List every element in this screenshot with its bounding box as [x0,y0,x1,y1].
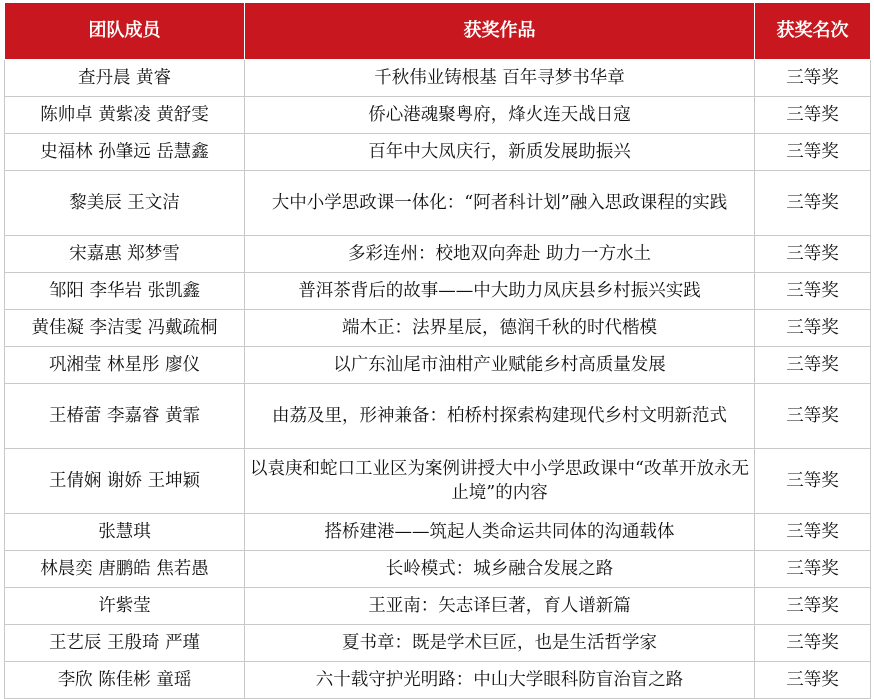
rank-cell: 三等奖 [755,514,871,551]
work-cell: 千秋伟业铸根基 百年寻梦书华章 [245,60,755,97]
rank-cell: 三等奖 [755,310,871,347]
table-row [5,236,871,273]
work-cell: 大中小学思政课一体化：“阿者科计划”融入思政课程的实践 [245,171,755,236]
members-cell: 李欣 陈佳彬 童瑶 [5,662,245,699]
rank-cell: 三等奖 [755,134,871,171]
rank-cell: 三等奖 [755,384,871,449]
work-cell: 百年中大凤庆行，新质发展助振兴 [245,134,755,171]
rank-cell: 三等奖 [755,236,871,273]
rank-cell: 三等奖 [755,662,871,699]
members-cell: 王椿蕾 李嘉睿 黄霏 [5,384,245,449]
members-cell: 巩湘莹 林星彤 廖仪 [5,347,245,384]
rank-cell: 三等奖 [755,273,871,310]
rank-cell: 三等奖 [755,171,871,236]
work-cell: 端木正：法界星辰，德润千秋的时代楷模 [245,310,755,347]
table-row [5,347,871,384]
table-row [5,273,871,310]
table-row [5,171,871,236]
rank-cell: 三等奖 [755,60,871,97]
table-row [5,384,871,449]
table-row [5,625,871,662]
members-cell: 王倩娴 谢娇 王坤颖 [5,449,245,514]
table-row [5,588,871,625]
rank-cell: 三等奖 [755,625,871,662]
work-cell: 以袁庚和蛇口工业区为案例讲授大中小学思政课中“改革开放永无止境”的内容 [245,449,755,514]
work-cell: 王亚南：矢志译巨著，育人谱新篇 [245,588,755,625]
table-row [5,514,871,551]
header-rank: 获奖名次 [755,3,871,60]
table-row [5,134,871,171]
members-cell: 王艺辰 王殷琦 严瑾 [5,625,245,662]
work-cell: 由荔及里，形神兼备：柏桥村探索构建现代乡村文明新范式 [245,384,755,449]
table-row [5,662,871,699]
work-cell: 以广东汕尾市油柑产业赋能乡村高质量发展 [245,347,755,384]
work-cell: 长岭模式：城乡融合发展之路 [245,551,755,588]
members-cell: 黄佳凝 李洁雯 冯戴疏桐 [5,310,245,347]
table-row [5,97,871,134]
work-cell: 夏书章：既是学术巨匠，也是生活哲学家 [245,625,755,662]
header-row [5,3,871,60]
rank-cell: 三等奖 [755,588,871,625]
header-members: 团队成员 [5,3,245,60]
members-cell: 张慧琪 [5,514,245,551]
members-cell: 黎美辰 王文洁 [5,171,245,236]
members-cell: 宋嘉惠 郑梦雪 [5,236,245,273]
members-cell: 许紫莹 [5,588,245,625]
rank-cell: 三等奖 [755,449,871,514]
rank-cell: 三等奖 [755,347,871,384]
members-cell: 邹阳 李华岩 张凯鑫 [5,273,245,310]
members-cell: 史福林 孙肇远 岳慧鑫 [5,134,245,171]
work-cell: 多彩连州：校地双向奔赴 助力一方水土 [245,236,755,273]
work-cell: 侨心港魂聚粤府，烽火连天战日寇 [245,97,755,134]
work-cell: 搭桥建港——筑起人类命运共同体的沟通载体 [245,514,755,551]
rank-cell: 三等奖 [755,551,871,588]
table-row [5,449,871,514]
table-row [5,60,871,97]
awards-table [4,2,871,699]
members-cell: 林晨奕 唐鹏皓 焦若愚 [5,551,245,588]
table-row [5,310,871,347]
work-cell: 六十载守护光明路：中山大学眼科防盲治盲之路 [245,662,755,699]
header-work: 获奖作品 [245,3,755,60]
work-cell: 普洱茶背后的故事——中大助力凤庆县乡村振兴实践 [245,273,755,310]
members-cell: 查丹晨 黄睿 [5,60,245,97]
rank-cell: 三等奖 [755,97,871,134]
table-row [5,551,871,588]
members-cell: 陈帅卓 黄紫凌 黄舒雯 [5,97,245,134]
